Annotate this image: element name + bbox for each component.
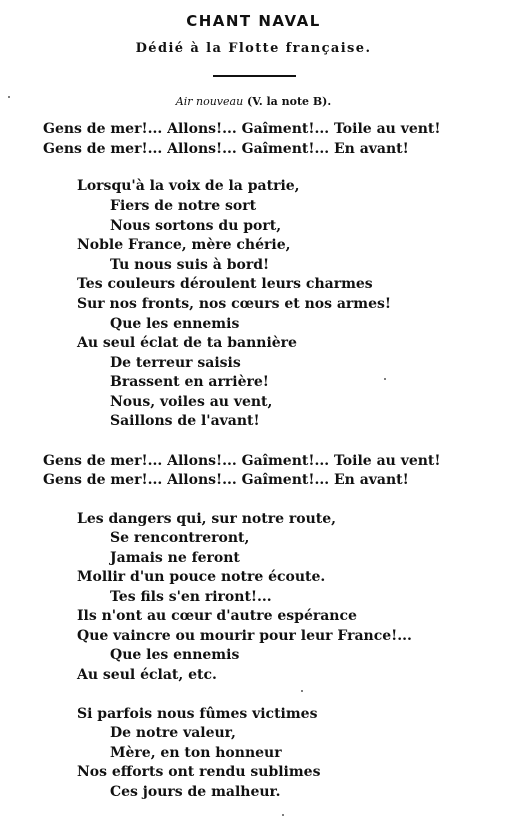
verse-line: Les dangers qui, sur notre route, — [77, 511, 336, 527]
verse-line: Noble France, mère chérie, — [77, 237, 291, 253]
verse-line: Que vaincre ou mourir pour leur France!... — [77, 628, 412, 644]
verse-line: Fiers de notre sort — [110, 198, 257, 214]
verse-line: Nous sortons du port, — [110, 218, 282, 234]
refrain-line: Gens de mer!... Allons!... Gaîment!... En avant! — [43, 472, 409, 488]
dedication-line: Dédié à la Flotte française. — [135, 41, 372, 56]
verse-line: Mère, en ton honneur — [110, 745, 282, 761]
verse-line: Se rencontreront, — [110, 530, 250, 546]
print-speck — [301, 690, 303, 692]
verse-line: Brassent en arrière! — [110, 374, 269, 390]
air-reference: (V. la note B). — [243, 95, 332, 108]
verse-line: Au seul éclat, etc. — [77, 667, 217, 683]
verse-line: Au seul éclat de ta bannière — [77, 335, 297, 351]
verse-line: De terreur saisis — [110, 355, 241, 371]
verse-line: De notre valeur, — [110, 725, 236, 741]
song-title: CHANT NAVAL — [186, 12, 321, 30]
verse-line: Nous, voiles au vent, — [110, 394, 273, 410]
verse-line: Saillons de l'avant! — [110, 413, 260, 429]
verse-line: Si parfois nous fûmes victimes — [77, 706, 318, 722]
print-speck — [282, 814, 284, 816]
verse-line: Ils n'ont au cœur d'autre espérance — [77, 608, 357, 624]
verse-line: Sur nos fronts, nos cœurs et nos armes! — [77, 296, 392, 312]
verse-line: Tes couleurs déroulent leurs charmes — [77, 276, 373, 292]
verse-line: Nos efforts ont rendu sublimes — [77, 764, 321, 780]
refrain-line: Gens de mer!... Allons!... Gaîment!... Toile au vent! — [43, 121, 441, 137]
verse-line: Jamais ne feront — [110, 550, 240, 566]
refrain-line: Gens de mer!... Allons!... Gaîment!... En avant! — [43, 141, 409, 157]
verse-line: Mollir d'un pouce notre écoute. — [77, 569, 326, 585]
verse-line: Ces jours de malheur. — [110, 784, 281, 800]
print-speck — [8, 96, 10, 98]
verse-line: Tu nous suis à bord! — [110, 257, 270, 273]
refrain-line: Gens de mer!... Allons!... Gaîment!... Toile au vent! — [43, 453, 441, 469]
air-label: Air nouveau — [175, 95, 244, 108]
verse-line: Tes fils s'en riront!... — [110, 589, 272, 605]
verse-line: Lorsqu'à la voix de la patrie, — [77, 178, 300, 194]
air-note — [0, 95, 507, 108]
title-divider — [213, 75, 296, 77]
print-speck — [384, 378, 386, 380]
verse-line: Que les ennemis — [110, 316, 240, 332]
verse-line: Que les ennemis — [110, 647, 240, 663]
